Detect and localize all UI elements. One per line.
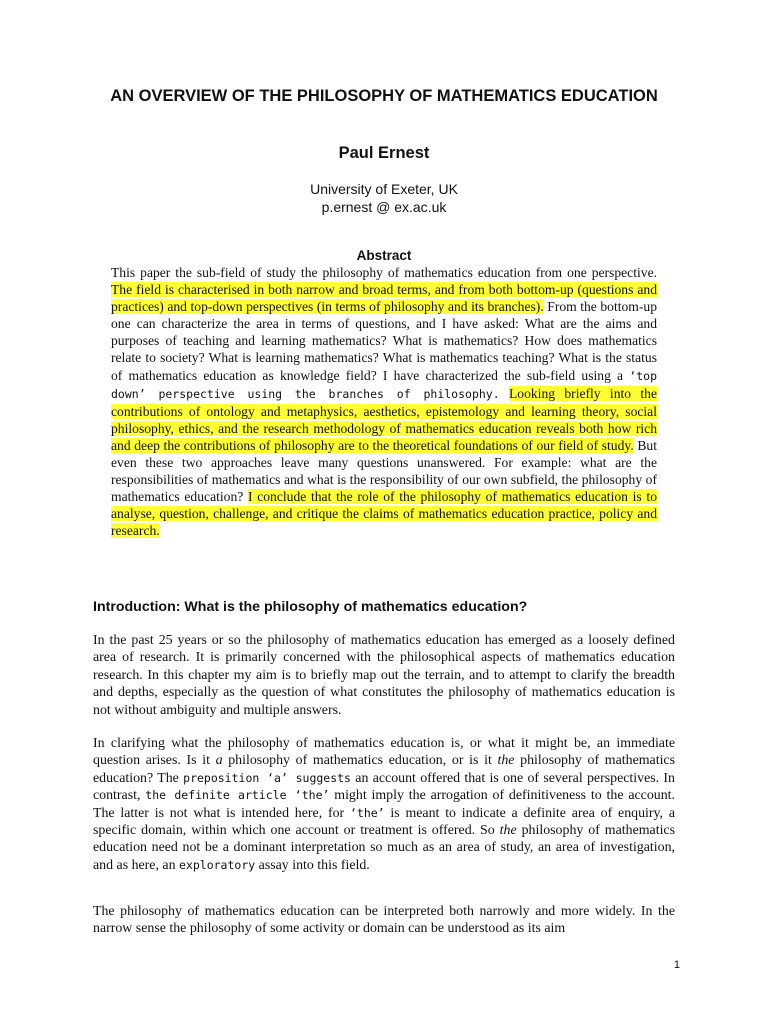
author-affiliation-block: [60, 180, 708, 216]
affiliation: University of Exeter, UK: [310, 181, 458, 197]
abstract-highlight: I conclude that the role of the philosophy of mathematics education is to analyse, question, challenge, and critique the claims of mathematics education practice, policy and research.: [111, 489, 657, 539]
text-run: is meant to indicate a definite area of enquiry, a specific domain, within which one account or treatment is offered. So: [93, 805, 675, 839]
abstract-heading: Abstract: [356, 248, 412, 263]
text-run: assay into this field.: [255, 857, 370, 873]
emphasis: the: [499, 823, 517, 839]
abstract-sentence: From the bottom-up one can characterize the area in terms of questions, and I have asked: What are the aims and purposes of teaching and learning mathematics? What is mathematics? How does mathematics relate to society? What is learning mathematics? What is mathematics teaching? What is the status of mathematics education as knowledge field? I have characterized the sub-field using a: [111, 299, 658, 383]
emphasis: a: [215, 753, 223, 769]
introduction-paragraph-2: [93, 735, 675, 874]
emphasis: the: [497, 753, 515, 769]
abstract-highlight: The field is characterised in both narrow and broad terms, and from both bottom-up (questions and practices) and top-down perspectives (in terms of philosophy and its branches).: [111, 282, 657, 315]
abstract-sentence: This paper the sub-field of study the philosophy of mathematics education from one perspective.: [111, 265, 657, 280]
text-run: ‘the’: [349, 805, 385, 820]
text-run: philosophy of mathematics education, or is it: [222, 753, 498, 769]
abstract-sentence: But even these two approaches leave many questions unanswered. For example: what are the responsibilities of mathematics and what is the responsibility of our own subfield, the philosophy of mathematics education?: [111, 437, 657, 505]
text-run: might imply the arrogation of definitiveness to the account. The latter is not what is intended here, for: [93, 788, 676, 821]
author-name: Paul Ernest: [338, 144, 430, 162]
abstract-highlight: Looking briefly into the contributions of ontology and metaphysics, aesthetics, epistemology and learning theory, social philosophy, ethics, and the research methodology of mathematics education reveals both how rich and deep the contributions of philosophy are to the theoretical foundations of our field of study.: [111, 385, 658, 453]
text-run: philosophy of mathematics education? The: [93, 753, 675, 786]
text-run: the definite article ‘the’: [145, 788, 330, 803]
paper-title: AN OVERVIEW OF THE PHILOSOPHY OF MATHEMATICS EDUCATION: [110, 87, 658, 105]
text-run: an account offered that is one of several perspectives. In contrast,: [93, 770, 675, 804]
abstract-text: [111, 264, 657, 540]
abstract-sentence: [500, 386, 509, 401]
text-run: philosophy of mathematics education need not be a dominant interpretation so much as an area of study, an area of investigation, and as here, an: [93, 823, 675, 873]
introduction-paragraph-3: The philosophy of mathematics education can be interpreted both narrowly and more widely. In the narrow sense the philosophy of some activity or domain can be understood as its aim: [93, 904, 675, 937]
text-run: In clarifying what the philosophy of mathematics education is, or what it might be, an immediate question arises. Is it: [93, 736, 675, 769]
text-run: exploratory: [179, 857, 256, 872]
abstract-sentence: ‘top down’ perspective using the branches of philosophy.: [111, 368, 657, 401]
page-number: 1: [673, 959, 680, 971]
introduction-heading: Introduction: What is the philosophy of mathematics education?: [93, 599, 528, 615]
introduction-paragraph-1: In the past 25 years or so the philosophy of mathematics education has emerged as a loosely defined area of research. It is primarily concerned with the philosophical aspects of mathematics education research. In this chapter my aim is to briefly map out the terrain, and to attempt to clarify the breadth and depths, especially as the question of what constitutes the philosophy of mathematics education is not without ambiguity and multiple answers.: [93, 633, 675, 718]
author-email: p.ernest @ ex.ac.uk: [321, 199, 447, 215]
text-run: preposition ‘a’ suggests: [183, 770, 351, 785]
